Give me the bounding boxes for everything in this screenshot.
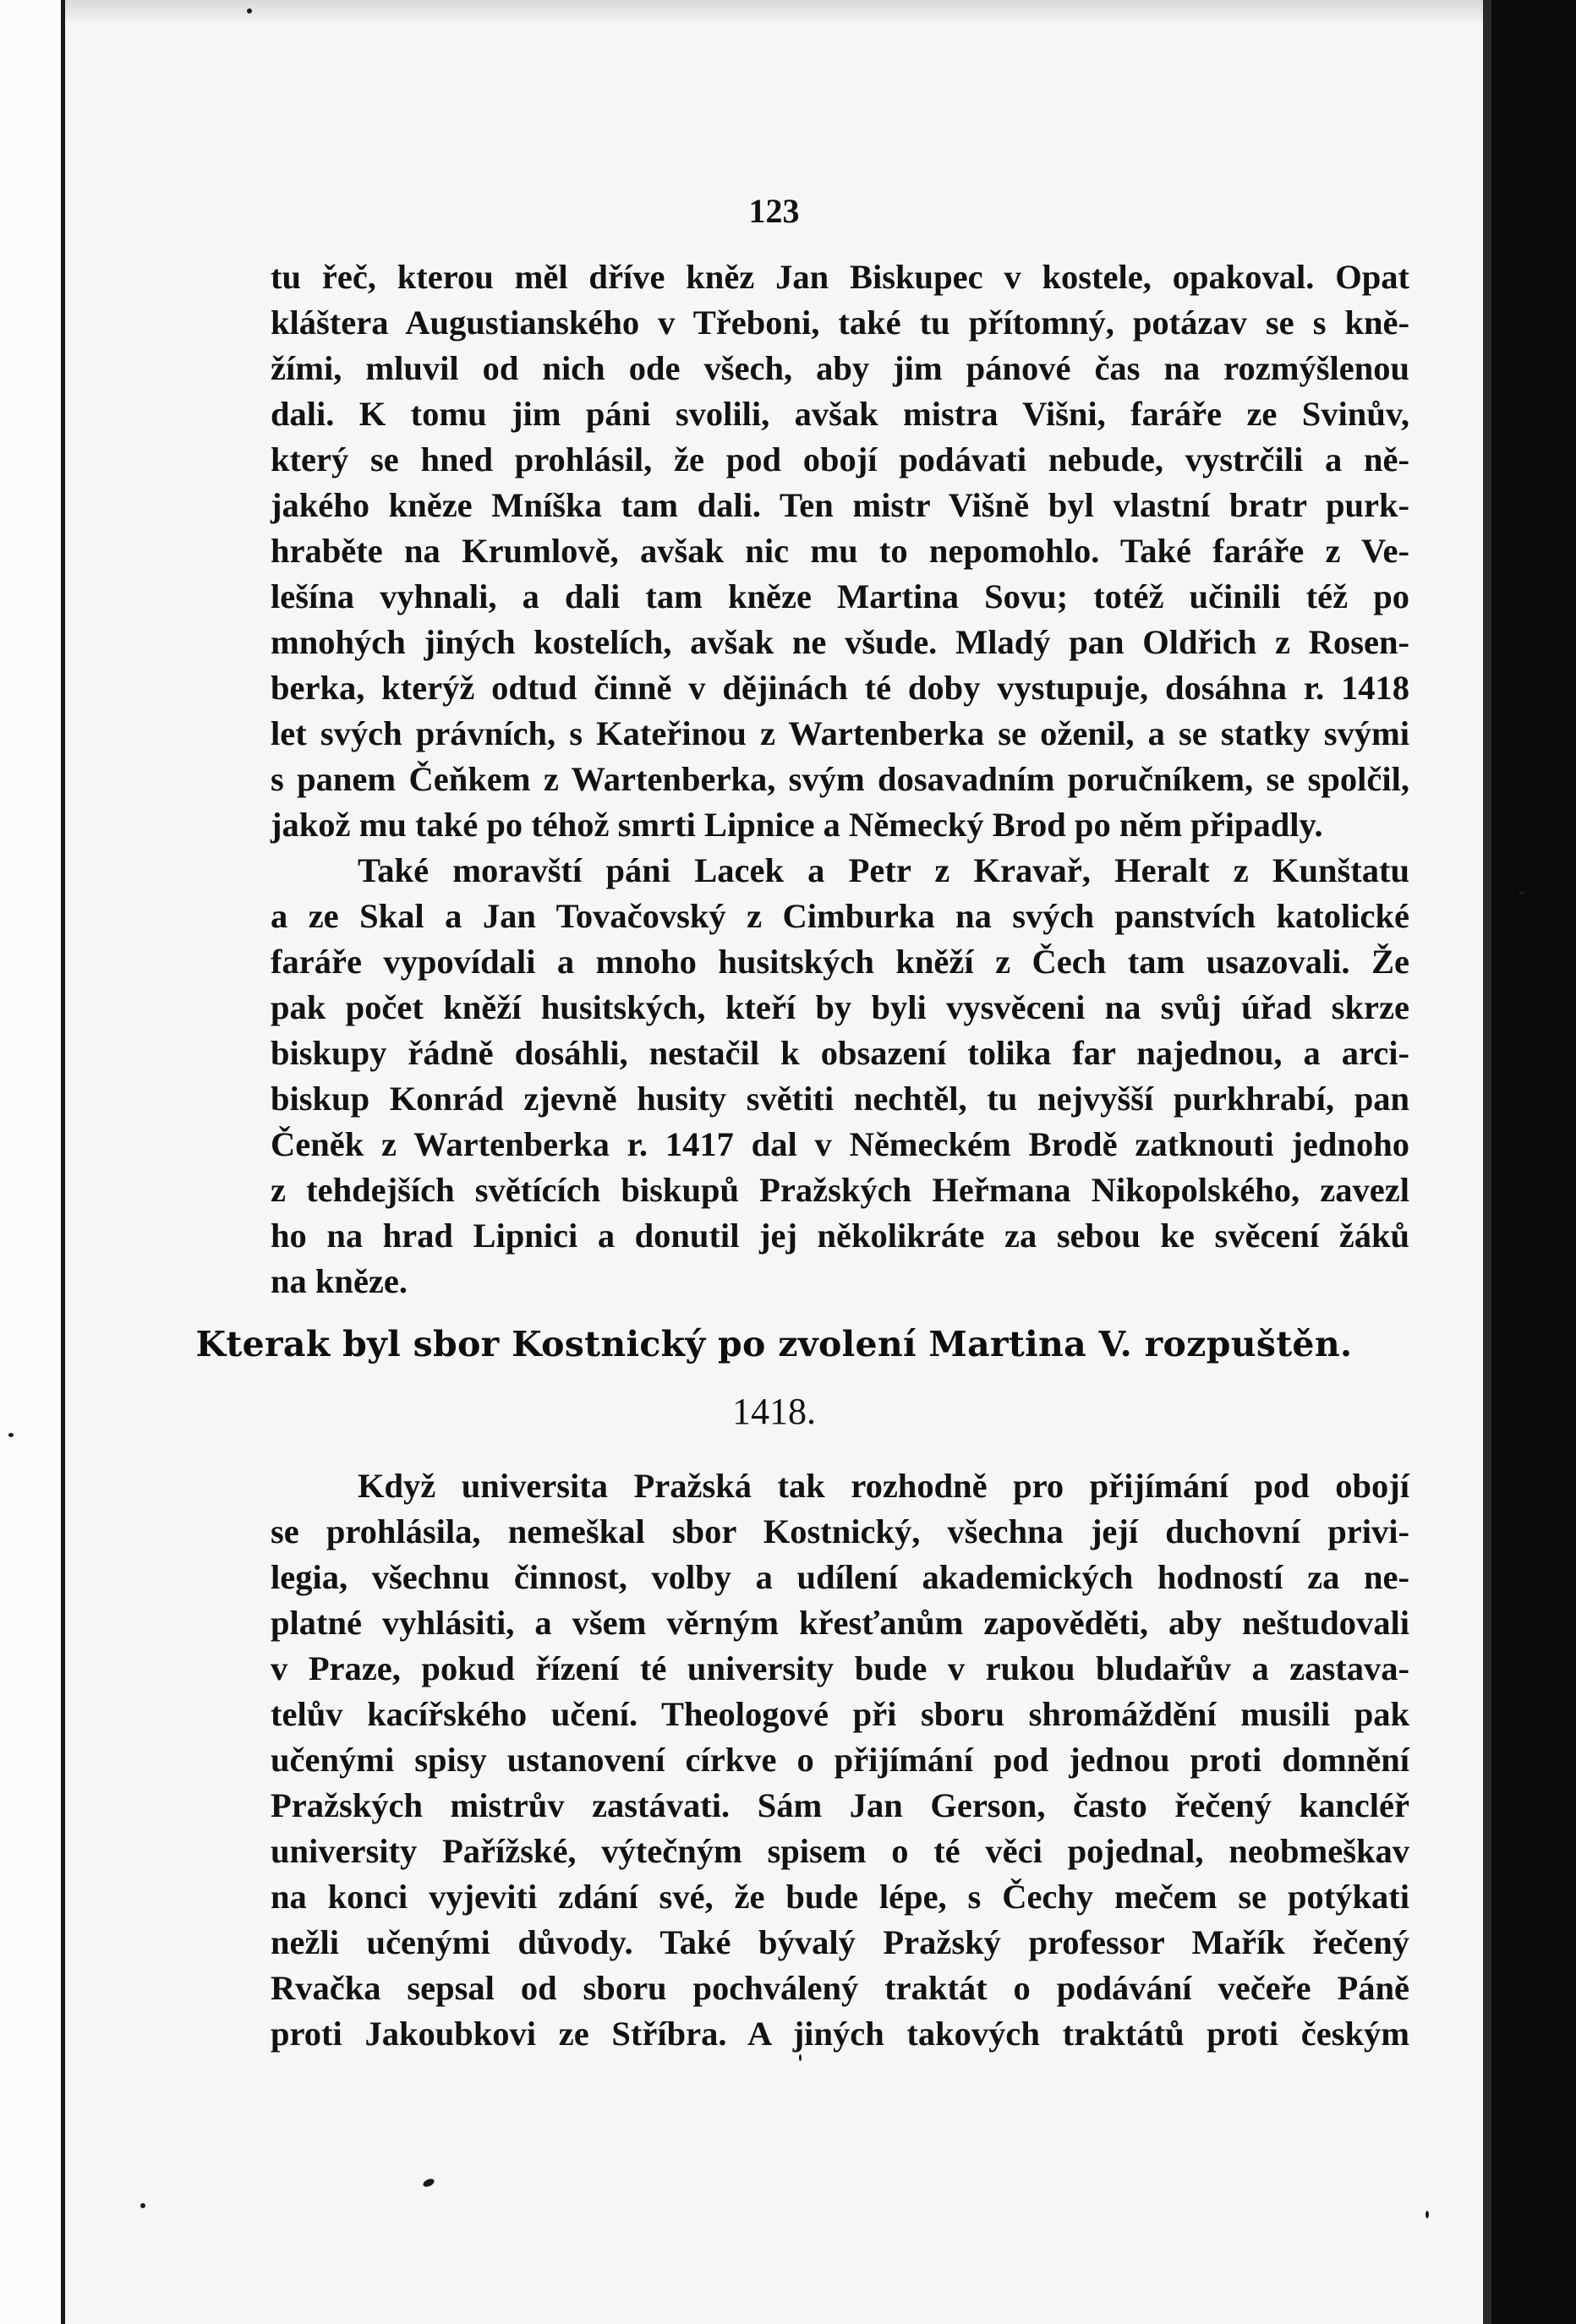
text-line: jakož mu také po téhož smrti Lipnice a Německý Brod po něm připadly. bbox=[271, 806, 1323, 844]
text-line: tu řeč, kterou měl dříve kněz Jan Biskupec v kostele, opakoval. Opat bbox=[271, 258, 1409, 296]
scan-speck bbox=[1519, 891, 1525, 894]
text-line: jakého kněze Mníška tam dali. Ten mistr Višně byl vlastní bratr purk- bbox=[271, 486, 1409, 524]
scan-speck bbox=[140, 2203, 145, 2208]
text-line: university Pařížské, výtečným spisem o té věci pojednal, neobmeškav bbox=[271, 1832, 1409, 1870]
paragraph-2 bbox=[271, 1463, 1409, 2057]
text-line: žími, mluvil od nich ode všech, aby jim pánové čas na rozmýšlenou bbox=[271, 349, 1409, 387]
text-line: berka, kterýž odtud činně v dějinách té doby vystupuje, dosáhna r. 1418 bbox=[271, 669, 1409, 707]
paragraph-1 bbox=[271, 254, 1409, 1304]
text-line: faráře vypovídali a mnoho husitských kněží z Čech tam usazovali. Že bbox=[271, 943, 1409, 981]
text-line: a ze Skal a Jan Tovačovský z Cimburka na svých panstvích katolické bbox=[271, 897, 1409, 935]
text-line: se prohlásila, nemeškal sbor Kostnický, všechna její duchovní privi- bbox=[271, 1512, 1409, 1550]
text-line: hraběte na Krumlově, avšak nic mu to nepomohlo. Také faráře z Ve- bbox=[271, 532, 1409, 570]
scan-speck bbox=[8, 1433, 14, 1437]
text-line: který se hned prohlásil, že pod obojí podávati nebude, vystrčili a ně- bbox=[271, 440, 1409, 478]
text-line: Rvačka sepsal od sboru pochválený traktát o podávání večeře Páně bbox=[271, 1969, 1409, 2007]
scan-speck bbox=[1426, 2211, 1429, 2218]
scan-left-margin bbox=[0, 0, 65, 2324]
text-line: proti Jakoubkovi ze Stříbra. A jiných takových traktátů proti českým bbox=[271, 2015, 1409, 2053]
text-line: v Praze, pokud řízení té university bude v rukou bludařův a zastava- bbox=[271, 1649, 1409, 1687]
text-line: biskupy řádně dosáhli, nestačil k obsazení tolika far najednou, a arci- bbox=[271, 1034, 1409, 1072]
section-heading: Kterak byl sbor Kostnický po zvolení Martina V. rozpuštěn. bbox=[195, 1324, 1353, 1364]
scan-speck bbox=[799, 2054, 802, 2061]
text-line: mnohých jiných kostelích, avšak ne všude. Mladý pan Oldřich z Rosen- bbox=[271, 623, 1409, 661]
text-line: telův kacířského učení. Theologové při sboru shromáždění musili pak bbox=[271, 1695, 1409, 1733]
text-line: Pražských mistrův zastávati. Sám Jan Gerson, často řečený kancléř bbox=[271, 1786, 1409, 1824]
text-line: Když universita Pražská tak rozhodně pro přijímání pod obojí bbox=[358, 1467, 1409, 1505]
text-line: z tehdejších světících biskupů Pražských Heřmana Nikopolského, zavezl bbox=[271, 1171, 1409, 1209]
text-line: Čeněk z Wartenberka r. 1417 dal v Německém Brodě zatknouti jednoho bbox=[271, 1125, 1409, 1163]
text-line: nežli učenými důvody. Také bývalý Pražský professor Mařík řečený bbox=[271, 1923, 1409, 1961]
text-line: Také moravští páni Lacek a Petr z Kravař, Heralt z Kunštatu bbox=[358, 851, 1409, 889]
text-line: s panem Čeňkem z Wartenberka, svým dosavadním poručníkem, se spolčil, bbox=[271, 760, 1409, 798]
text-line: pak počet kněží husitských, kteří by byli vysvěceni na svůj úřad skrze bbox=[271, 988, 1409, 1026]
page-number: 123 bbox=[748, 192, 800, 230]
text-line: let svých právních, s Kateřinou z Wartenberka se oženil, a se statky svými bbox=[271, 714, 1409, 752]
book-page bbox=[65, 22, 1483, 2324]
text-line: ho na hrad Lipnici a donutil jej několikráte za sebou ke svěcení žáků bbox=[271, 1217, 1409, 1255]
text-line: na kněze. bbox=[271, 1262, 408, 1300]
text-line: platné vyhlásiti, a všem věrným křesťanům zapověděti, aby neštudovali bbox=[271, 1604, 1409, 1642]
text-line: kláštera Augustianského v Třeboni, také tu přítomný, potázav se s kně- bbox=[271, 303, 1409, 342]
scan-binding-edge bbox=[1483, 0, 1576, 2324]
scan-top-edge bbox=[65, 0, 1483, 22]
text-line: lešína vyhnali, a dali tam kněze Martina Sovu; totéž učinili též po bbox=[271, 577, 1409, 615]
text-line: na konci vyjeviti zdání své, že bude lépe, s Čechy mečem se potýkati bbox=[271, 1878, 1409, 1916]
scan-speck bbox=[247, 8, 252, 14]
text-line: legia, všechnu činnost, volby a udílení akademických hodností za ne- bbox=[271, 1558, 1409, 1596]
text-line: biskup Konrád zjevně husity světiti nechtěl, tu nejvyšší purkhrabí, pan bbox=[271, 1080, 1409, 1118]
text-line: učenými spisy ustanovení církve o přijímání pod jednou proti domnění bbox=[271, 1741, 1409, 1779]
section-year: 1418. bbox=[732, 1391, 816, 1432]
text-line: dali. K tomu jim páni svolili, avšak mistra Višni, faráře ze Svinův, bbox=[271, 395, 1409, 433]
